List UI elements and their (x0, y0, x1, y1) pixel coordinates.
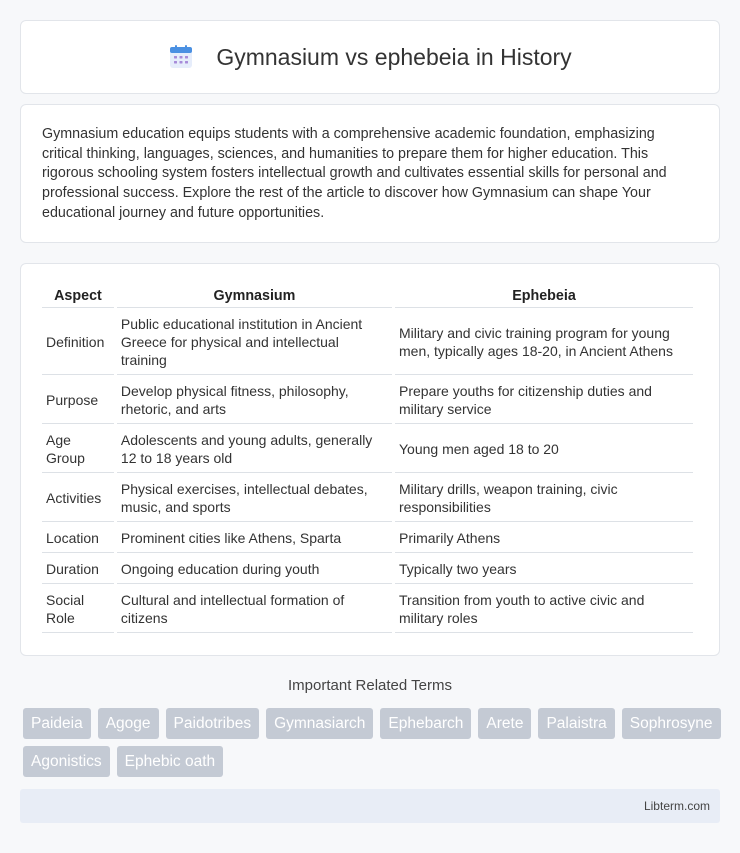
column-header-aspect: Aspect (42, 284, 114, 308)
footer (20, 789, 720, 823)
related-terms-title: Important Related Terms (288, 677, 452, 694)
footer-site-link[interactable]: Libterm.com (643, 799, 710, 813)
table-row (42, 376, 693, 424)
intro-paragraph: Gymnasium education equips students with a comprehensive academic foundation, emphasizing critical thinking, languages, sciences, and humanities to prepare them for higher education. This rigorous schooling system fosters intellectual growth and cultivates essential skills for personal and professional success. Explore the rest of the article to discover how Gymnasium can shape Your educational journey and future opportunities. (42, 126, 667, 221)
calendar-icon (168, 44, 194, 70)
row-aspect: Age Group (42, 425, 114, 473)
tag-paidotribes[interactable]: Paidotribes (166, 708, 260, 739)
row-aspect: Social Role (42, 585, 114, 633)
row-gymnasium: Public educational institution in Ancient Greece for physical and intellectual training (117, 309, 392, 375)
tag-paideia[interactable]: Paideia (23, 708, 91, 739)
row-aspect: Definition (42, 309, 114, 375)
table-row (42, 425, 693, 473)
row-ephebeia: Military drills, weapon training, civic responsibilities (395, 474, 693, 522)
tag-agoge[interactable]: Agoge (98, 708, 159, 739)
row-gymnasium: Cultural and intellectual formation of citizens (117, 585, 392, 633)
table-row (42, 474, 693, 522)
header (21, 21, 719, 93)
row-ephebeia: Military and civic training program for young men, typically ages 18-20, in Ancient Athens (395, 309, 693, 375)
column-header-gymnasium: Gymnasium (117, 284, 392, 308)
row-gymnasium: Prominent cities like Athens, Sparta (117, 523, 392, 553)
row-gymnasium: Develop physical fitness, philosophy, rhetoric, and arts (117, 376, 392, 424)
row-ephebeia: Young men aged 18 to 20 (395, 425, 693, 473)
tag-agonistics[interactable]: Agonistics (23, 746, 110, 777)
comparison-card (20, 263, 720, 656)
row-ephebeia: Primarily Athens (395, 523, 693, 553)
intro-card (20, 104, 720, 243)
row-aspect: Duration (42, 554, 114, 584)
column-header-ephebeia: Ephebeia (395, 284, 693, 308)
related-terms-list (23, 708, 723, 777)
row-aspect: Activities (42, 474, 114, 522)
table-row (42, 523, 693, 553)
row-gymnasium: Adolescents and young adults, generally 12 to 18 years old (117, 425, 392, 473)
tag-palaistra[interactable]: Palaistra (538, 708, 614, 739)
header-card (20, 20, 720, 94)
row-gymnasium: Ongoing education during youth (117, 554, 392, 584)
table-row (42, 585, 693, 633)
table-row (42, 554, 693, 584)
row-ephebeia: Prepare youths for citizenship duties and military service (395, 376, 693, 424)
row-aspect: Purpose (42, 376, 114, 424)
page-title: Gymnasium vs ephebeia in History (216, 43, 572, 70)
row-aspect: Location (42, 523, 114, 553)
tag-arete[interactable]: Arete (478, 708, 531, 739)
row-ephebeia: Typically two years (395, 554, 693, 584)
table-header-row (42, 284, 693, 308)
tag-ephebarch[interactable]: Ephebarch (380, 708, 471, 739)
tag-gymnasiarch[interactable]: Gymnasiarch (266, 708, 373, 739)
tag-sophrosyne[interactable]: Sophrosyne (622, 708, 721, 739)
comparison-table (39, 283, 696, 634)
row-ephebeia: Transition from youth to active civic and military roles (395, 585, 693, 633)
tag-ephebic-oath[interactable]: Ephebic oath (117, 746, 224, 777)
row-gymnasium: Physical exercises, intellectual debates, music, and sports (117, 474, 392, 522)
table-row (42, 309, 693, 375)
